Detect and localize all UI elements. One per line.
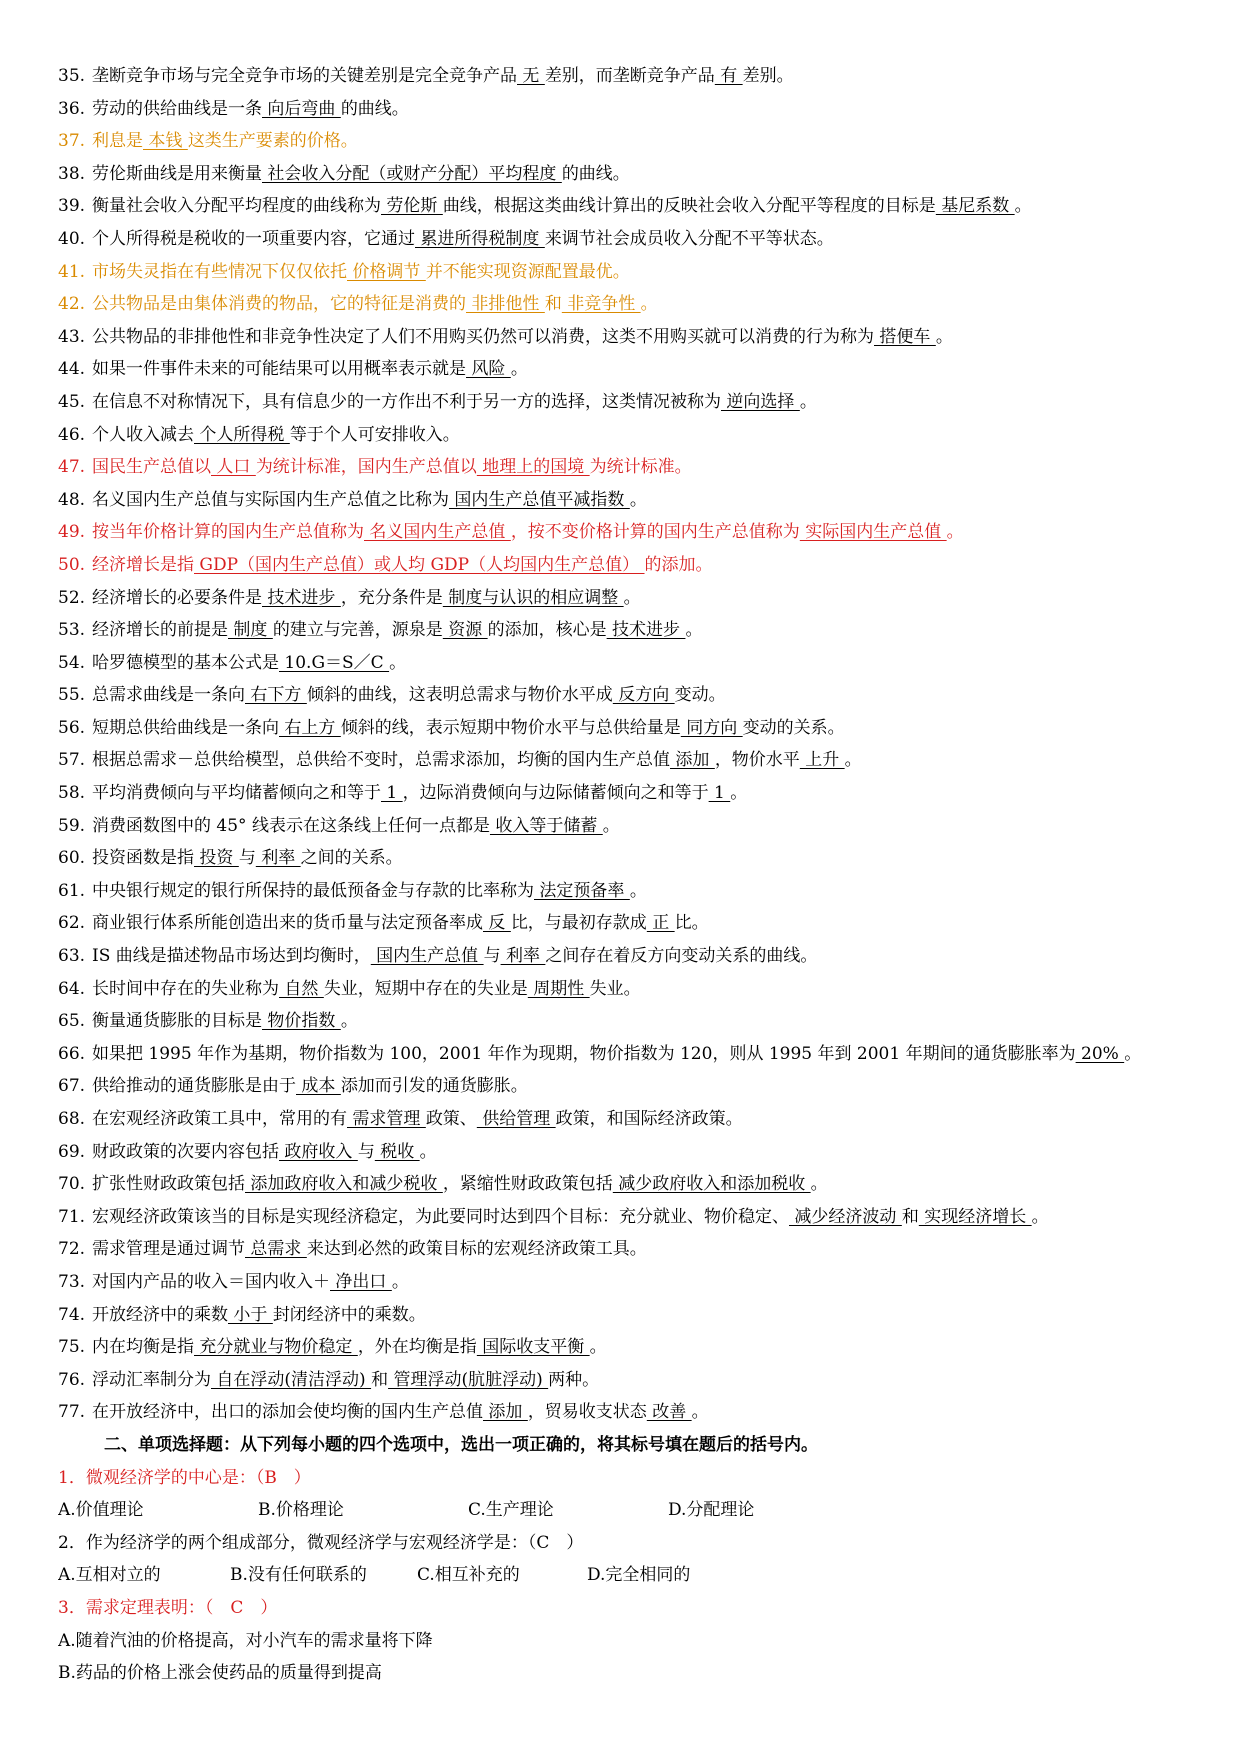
choice-option: A.互相对立的 <box>58 1565 161 1586</box>
choice-option: B.药品的价格上涨会使药品的质量得到提高 <box>58 1663 382 1684</box>
answer-blank: 地理上的国境 <box>476 457 590 478</box>
item-text: 比。 <box>674 913 709 934</box>
item-number: 55. <box>58 685 86 706</box>
item-number: 72. <box>58 1239 86 1260</box>
answer-blank: 添加 <box>483 1402 528 1423</box>
fill-blank-item <box>58 158 1201 191</box>
answer-blank: 供给管理 <box>476 1109 556 1129</box>
item-text: 如果一件事件未来的可能结果可以用概率表示就是 <box>92 359 466 380</box>
item-text: 按当年价格计算的国内生产总值称为 <box>92 522 364 543</box>
item-text: 两种。 <box>548 1369 600 1390</box>
item-text: ，贸易收支状态 <box>527 1402 647 1423</box>
item-text: 。 <box>340 1011 358 1032</box>
item-number: 50. <box>58 554 86 575</box>
fill-blank-item <box>58 419 1201 452</box>
answer-blank: 制度 <box>228 620 273 641</box>
item-text: 长时间中存在的失业称为 <box>92 978 279 999</box>
item-text: 差别。 <box>742 66 794 86</box>
answer-blank: 劳伦斯 <box>381 196 443 217</box>
item-text: 之间存在着反方向变动关系的曲线。 <box>545 946 818 967</box>
fill-blank-item <box>58 1364 1201 1397</box>
item-text: 曲线，根据这类曲线计算出的反映社会收入分配平等程度的目标是 <box>442 196 936 217</box>
item-number: 69. <box>58 1141 86 1162</box>
item-number: 36. <box>58 98 86 119</box>
item-text: 短期总供给曲线是一条向 <box>92 717 279 738</box>
item-text: 之间的关系。 <box>300 848 403 869</box>
answer-blank: 小于 <box>228 1304 273 1325</box>
item-text: 。 <box>946 522 964 543</box>
fill-blank-item <box>58 810 1201 843</box>
fill-blank-item <box>58 875 1201 908</box>
item-number: 41. <box>58 261 86 282</box>
answer-blank: 20% <box>1075 1043 1125 1064</box>
item-text: 。 <box>691 1402 709 1423</box>
item-text: 。 <box>1031 1206 1049 1227</box>
item-number: 42. <box>58 294 86 315</box>
item-text: 与 <box>357 1141 375 1162</box>
answer-blank: GDP（国内生产总值）或人均 GDP（人均国内生产总值） <box>194 554 645 575</box>
fill-blank-item <box>58 842 1201 875</box>
item-text: 市场失灵指在有些情况下仅仅依托 <box>92 261 347 282</box>
item-text: 添加而引发的通货膨胀。 <box>340 1076 528 1097</box>
item-text: IS 曲线是描述物品市场达到均衡时， <box>92 946 371 967</box>
item-text: 的曲线。 <box>561 163 630 184</box>
fill-blank-item <box>58 647 1201 680</box>
answer-blank: 管理浮动(肮脏浮动) <box>388 1369 549 1390</box>
answer-blank: 本钱 <box>143 131 188 152</box>
answer-blank: 税收 <box>374 1141 420 1162</box>
fill-blank-item <box>58 321 1201 354</box>
fill-blank-item <box>58 451 1201 484</box>
item-text: 在信息不对称情况下，具有信息少的一方作出不利于另一方的选择，这类情况被称为 <box>92 391 721 412</box>
fill-blank-item <box>58 1201 1201 1234</box>
item-text: 为统计标准，国内生产总值以 <box>255 457 477 478</box>
item-text: 来调节社会成员收入分配不平等状态。 <box>544 228 834 249</box>
answer-blank: 实际国内生产总值 <box>799 522 947 543</box>
item-text: 变动。 <box>674 685 726 706</box>
item-text: 。 <box>629 489 647 510</box>
item-number: 48. <box>58 489 86 510</box>
answer-blank: 自在浮动(清洁浮动) <box>211 1369 372 1390</box>
answer-blank: 改善 <box>646 1402 692 1423</box>
item-number: 59. <box>58 815 86 836</box>
item-text: 名义国内生产总值与实际国内生产总值之比称为 <box>92 489 449 510</box>
fill-blank-item <box>58 744 1201 777</box>
item-text: 衡量社会收入分配平均程度的曲线称为 <box>92 196 381 217</box>
item-text: 。 <box>799 391 817 412</box>
item-text: 。 <box>602 815 620 836</box>
answer-blank: 10.G＝S／C <box>279 652 390 673</box>
item-text: 差别，而垄断竞争产品 <box>544 66 715 86</box>
item-text: 政策，和国际经济政策。 <box>555 1109 743 1129</box>
item-text: 在开放经济中，出口的添加会使均衡的国内生产总值 <box>92 1402 483 1423</box>
fill-blank-item <box>58 582 1201 615</box>
item-text: 。 <box>1014 196 1032 217</box>
item-text: 国民生产总值以 <box>92 457 211 478</box>
answer-blank: 非竞争性 <box>561 294 641 315</box>
item-number: 73. <box>58 1271 86 1292</box>
answer-blank: 有 <box>714 66 743 86</box>
item-text: ，紧缩性财政政策包括 <box>442 1174 613 1195</box>
item-text: 和 <box>901 1206 919 1227</box>
item-number: 44. <box>58 359 86 380</box>
answer-blank: 上升 <box>799 750 845 771</box>
item-number: 75. <box>58 1337 86 1358</box>
item-text: 的添加，核心是 <box>487 620 607 641</box>
fill-blank-item <box>58 1103 1201 1136</box>
item-text: ，边际消费倾向与边际储蓄倾向之和等于 <box>402 783 709 804</box>
answer-blank: 基尼系数 <box>935 196 1015 217</box>
answer-blank: 减少经济波动 <box>789 1206 902 1227</box>
answer-blank: 右下方 <box>245 685 307 706</box>
answer-blank: 反方向 <box>612 685 675 706</box>
choice-question: 1．微观经济学的中心是：（B ） <box>58 1467 311 1488</box>
item-text: 封闭经济中的乘数。 <box>272 1304 426 1325</box>
item-number: 62. <box>58 913 86 934</box>
answer-blank: 政府收入 <box>279 1141 358 1162</box>
choice-option: D.完全相同的 <box>587 1565 691 1586</box>
answer-blank: 1 <box>708 783 731 804</box>
answer-blank: 搭便车 <box>874 326 936 347</box>
item-text: 。 <box>391 1271 409 1292</box>
item-number: 64. <box>58 978 86 999</box>
item-text: 对国内产品的收入＝国内收入＋ <box>92 1271 330 1292</box>
item-number: 39. <box>58 196 86 217</box>
fill-blank-item <box>58 484 1201 517</box>
item-number: 77. <box>58 1402 86 1423</box>
item-text: 浮动汇率制分为 <box>92 1369 211 1390</box>
item-text: 经济增长是指 <box>92 554 194 575</box>
item-text: 。 <box>844 750 862 771</box>
choice-question: 3．需求定理表明：（ C ） <box>58 1597 278 1618</box>
item-text: 宏观经济政策该当的目标是实现经济稳定，为此要同时达到四个目标：充分就业、物价稳定、 <box>92 1206 789 1227</box>
answer-blank: 个人所得税 <box>194 424 290 445</box>
answer-blank: 技术进步 <box>262 587 341 608</box>
item-number: 70. <box>58 1174 86 1195</box>
item-text: 失业。 <box>589 978 641 999</box>
fill-blank-item <box>58 940 1201 973</box>
item-text: 利息是 <box>92 131 143 152</box>
item-number: 45. <box>58 391 86 412</box>
answer-blank: 非排他性 <box>466 294 545 315</box>
item-text: 。 <box>730 783 748 804</box>
item-text: 总需求曲线是一条向 <box>92 685 245 706</box>
choice-option: C.生产理论 <box>468 1500 554 1521</box>
choice-option: C.相互补充的 <box>417 1565 520 1586</box>
fill-blank-item <box>58 256 1201 289</box>
answer-blank: 充分就业与物价稳定 <box>194 1337 358 1358</box>
fill-blank-item <box>58 614 1201 647</box>
answer-blank: 实现经济增长 <box>918 1206 1032 1227</box>
fill-blank-item <box>58 1136 1201 1169</box>
item-text: 的建立与完善，源泉是 <box>272 620 443 641</box>
fill-blank-item <box>58 777 1201 810</box>
item-text: 劳伦斯曲线是用来衡量 <box>92 163 262 184</box>
item-text: 个人所得税是税收的一项重要内容，它通过 <box>92 228 415 249</box>
item-text: 在宏观经济政策工具中，常用的有 <box>92 1109 347 1129</box>
item-text: 和 <box>544 294 562 315</box>
item-number: 37. <box>58 131 86 152</box>
fill-blank-item <box>58 1168 1201 1201</box>
answer-blank: 逆向选择 <box>721 391 800 412</box>
answer-blank: 累进所得税制度 <box>415 228 545 249</box>
item-number: 47. <box>58 457 86 478</box>
fill-blank-item <box>58 1299 1201 1332</box>
fill-blank-item <box>58 1331 1201 1364</box>
item-text: ，物价水平 <box>714 750 800 771</box>
item-text: 。 <box>935 326 953 347</box>
item-text: 根据总需求－总供给模型，总供给不变时，总需求添加，均衡的国内生产总值 <box>92 750 670 771</box>
item-text: 倾斜的曲线，这表明总需求与物价水平成 <box>306 685 613 706</box>
item-text: 政策、 <box>425 1109 477 1129</box>
item-text: 垄断竞争市场与完全竞争市场的关键差别是完全竞争产品 <box>92 66 517 86</box>
answer-blank: 1 <box>381 783 403 804</box>
fill-blank-item <box>58 712 1201 745</box>
answer-blank: 法定预备率 <box>534 880 630 901</box>
fill-blank-item <box>58 1038 1201 1071</box>
item-number: 67. <box>58 1076 86 1097</box>
answer-blank: 社会收入分配（或财产分配）平均程度 <box>262 163 562 184</box>
item-text: 等于个人可安排收入。 <box>289 424 460 445</box>
item-number: 40. <box>58 228 86 249</box>
item-text: 来达到必然的政策目标的宏观经济政策工具。 <box>306 1239 647 1260</box>
answer-blank: 同方向 <box>680 717 743 738</box>
item-text: 哈罗德模型的基本公式是 <box>92 652 279 673</box>
item-text: 并不能实现资源配置最优。 <box>425 261 630 282</box>
fill-blank-item <box>58 288 1201 321</box>
fill-blank-item <box>58 907 1201 940</box>
item-text: 衡量通货膨胀的目标是 <box>92 1011 262 1032</box>
fill-blank-item <box>58 223 1201 256</box>
item-number: 49. <box>58 522 86 543</box>
answer-blank: 投资 <box>194 848 239 869</box>
answer-blank: 右上方 <box>279 717 341 738</box>
item-text: 。 <box>1124 1043 1142 1064</box>
answer-blank: 国内生产总值平减指数 <box>449 489 630 510</box>
item-text: 个人收入减去 <box>92 424 194 445</box>
fill-blank-item <box>58 1233 1201 1266</box>
answer-blank: 正 <box>646 913 675 934</box>
item-text: 如果把 1995 年作为基期，物价指数为 100，2001 年作为现期，物价指数为 120，则从 1995 年到 2001 年期间的通货膨胀率为 <box>92 1043 1076 1064</box>
answer-blank: 国内生产总值 <box>370 946 484 967</box>
choice-option: B.没有任何联系的 <box>230 1565 367 1586</box>
fill-blank-item <box>58 353 1201 386</box>
item-number: 52. <box>58 587 86 608</box>
choice-option: D.分配理论 <box>668 1500 755 1521</box>
answer-blank: 反 <box>483 913 511 934</box>
item-number: 43. <box>58 326 86 347</box>
answer-blank: 技术进步 <box>606 620 686 641</box>
answer-blank: 自然 <box>279 978 324 999</box>
item-text: 变动的关系。 <box>742 717 845 738</box>
fill-blank-item <box>58 516 1201 549</box>
item-number: 54. <box>58 652 86 673</box>
item-text: 的曲线。 <box>340 98 409 119</box>
item-text: 内在均衡是指 <box>92 1337 194 1358</box>
item-number: 53. <box>58 620 86 641</box>
item-text: 公共物品是由集体消费的物品，它的特征是消费的 <box>92 294 466 315</box>
item-text: 劳动的供给曲线是一条 <box>92 98 262 119</box>
item-number: 76. <box>58 1369 86 1390</box>
section-heading: 二、单项选择题：从下列每小题的四个选项中，选出一项正确的，将其标号填在题后的括号内。 <box>104 1434 818 1455</box>
item-text: 比，与最初存款成 <box>510 913 647 934</box>
item-number: 58. <box>58 783 86 804</box>
item-number: 56. <box>58 717 86 738</box>
answer-blank: 收入等于储蓄 <box>489 815 603 836</box>
item-number: 66. <box>58 1043 86 1064</box>
answer-blank: 风险 <box>466 359 511 380</box>
answer-blank: 制度与认识的相应调整 <box>442 587 624 608</box>
item-text: 平均消费倾向与平均储蓄倾向之和等于 <box>92 783 381 804</box>
item-text: 供给推动的通货膨胀是由于 <box>92 1076 296 1097</box>
item-text: 经济增长的必要条件是 <box>92 587 262 608</box>
item-text: 需求管理是通过调节 <box>92 1239 245 1260</box>
item-text: 。 <box>629 880 647 901</box>
fill-blank-item <box>58 190 1201 223</box>
item-text: 的添加。 <box>644 554 713 575</box>
fill-blank-item <box>58 549 1201 582</box>
item-text: 中央银行规定的银行所保持的最低预备金与存款的比率称为 <box>92 880 534 901</box>
answer-blank: 净出口 <box>330 1271 392 1292</box>
item-number: 61. <box>58 880 86 901</box>
fill-blank-item <box>58 679 1201 712</box>
item-text: ，充分条件是 <box>340 587 443 608</box>
answer-blank: 减少政府收入和添加税收 <box>612 1174 811 1195</box>
item-text: 。 <box>685 620 703 641</box>
item-number: 68. <box>58 1109 86 1129</box>
item-text: 与 <box>483 946 501 967</box>
answer-blank: 需求管理 <box>347 1109 426 1129</box>
choice-option: A.价值理论 <box>58 1500 144 1521</box>
item-text: 投资函数是指 <box>92 848 194 869</box>
answer-blank: 向后弯曲 <box>262 98 341 119</box>
item-number: 71. <box>58 1206 86 1227</box>
item-text: 倾斜的线，表示短期中物价水平与总供给量是 <box>340 717 681 738</box>
item-text: ，按不变价格计算的国内生产总值称为 <box>510 522 800 543</box>
item-text: 。 <box>810 1174 828 1195</box>
item-text: 经济增长的前提是 <box>92 620 228 641</box>
answer-blank: 国际收支平衡 <box>476 1337 590 1358</box>
item-number: 60. <box>58 848 86 869</box>
answer-blank: 总需求 <box>245 1239 307 1260</box>
item-number: 63. <box>58 946 86 967</box>
answer-blank: 价格调节 <box>347 261 426 282</box>
answer-blank: 周期性 <box>527 978 590 999</box>
answer-blank: 无 <box>517 66 545 86</box>
item-text: 商业银行体系所能创造出来的货币量与法定预备率成 <box>92 913 483 934</box>
fill-blank-item <box>58 1266 1201 1299</box>
item-text: 和 <box>371 1369 389 1390</box>
answer-blank: 物价指数 <box>262 1011 341 1032</box>
answer-blank: 人口 <box>211 457 256 478</box>
answer-blank: 利率 <box>500 946 546 967</box>
choice-option: B.价格理论 <box>258 1500 344 1521</box>
item-text: 消费函数图中的 45° 线表示在这条线上任何一点都是 <box>92 815 490 836</box>
item-text: 与 <box>238 848 256 869</box>
fill-blank-item <box>58 125 1201 158</box>
item-text: 。 <box>640 294 658 315</box>
answer-blank: 名义国内生产总值 <box>364 522 511 543</box>
fill-blank-item <box>58 60 1201 93</box>
fill-blank-item <box>58 1396 1201 1429</box>
answer-blank: 添加政府收入和减少税收 <box>245 1174 443 1195</box>
item-text: 。 <box>419 1141 437 1162</box>
choice-options-row <box>58 1494 1201 1527</box>
item-text: 。 <box>389 652 407 673</box>
fill-blank-item <box>58 1070 1201 1103</box>
item-text: 为统计标准。 <box>589 457 692 478</box>
answer-blank: 利率 <box>255 848 301 869</box>
item-number: 35. <box>58 66 86 86</box>
fill-blank-item <box>58 386 1201 419</box>
choice-option: A.随着汽油的价格提高，对小汽车的需求量将下降 <box>58 1630 433 1651</box>
choice-options-row <box>58 1559 1201 1592</box>
fill-blank-item <box>58 93 1201 126</box>
answer-blank: 添加 <box>670 750 715 771</box>
item-number: 46. <box>58 424 86 445</box>
item-number: 74. <box>58 1304 86 1325</box>
item-text: 财政政策的次要内容包括 <box>92 1141 279 1162</box>
item-text: ，外在均衡是指 <box>357 1337 477 1358</box>
item-text: 。 <box>623 587 641 608</box>
fill-blank-item <box>58 973 1201 1006</box>
item-text: 扩张性财政政策包括 <box>92 1174 245 1195</box>
item-text: 失业，短期中存在的失业是 <box>323 978 528 999</box>
item-number: 57. <box>58 750 86 771</box>
answer-blank: 资源 <box>442 620 488 641</box>
item-text: 开放经济中的乘数 <box>92 1304 228 1325</box>
item-number: 65. <box>58 1011 86 1032</box>
item-number: 38. <box>58 163 86 184</box>
item-text: 。 <box>589 1337 607 1358</box>
answer-blank: 成本 <box>296 1076 341 1097</box>
choice-question: 2．作为经济学的两个组成部分，微观经济学与宏观经济学是：（C ） <box>58 1532 584 1553</box>
item-text: 这类生产要素的价格。 <box>187 131 358 152</box>
fill-blank-item <box>58 1005 1201 1038</box>
item-text: 。 <box>510 359 528 380</box>
item-text: 公共物品的非排他性和非竞争性决定了人们不用购买仍然可以消费，这类不用购买就可以消费的行为称为 <box>92 326 874 347</box>
